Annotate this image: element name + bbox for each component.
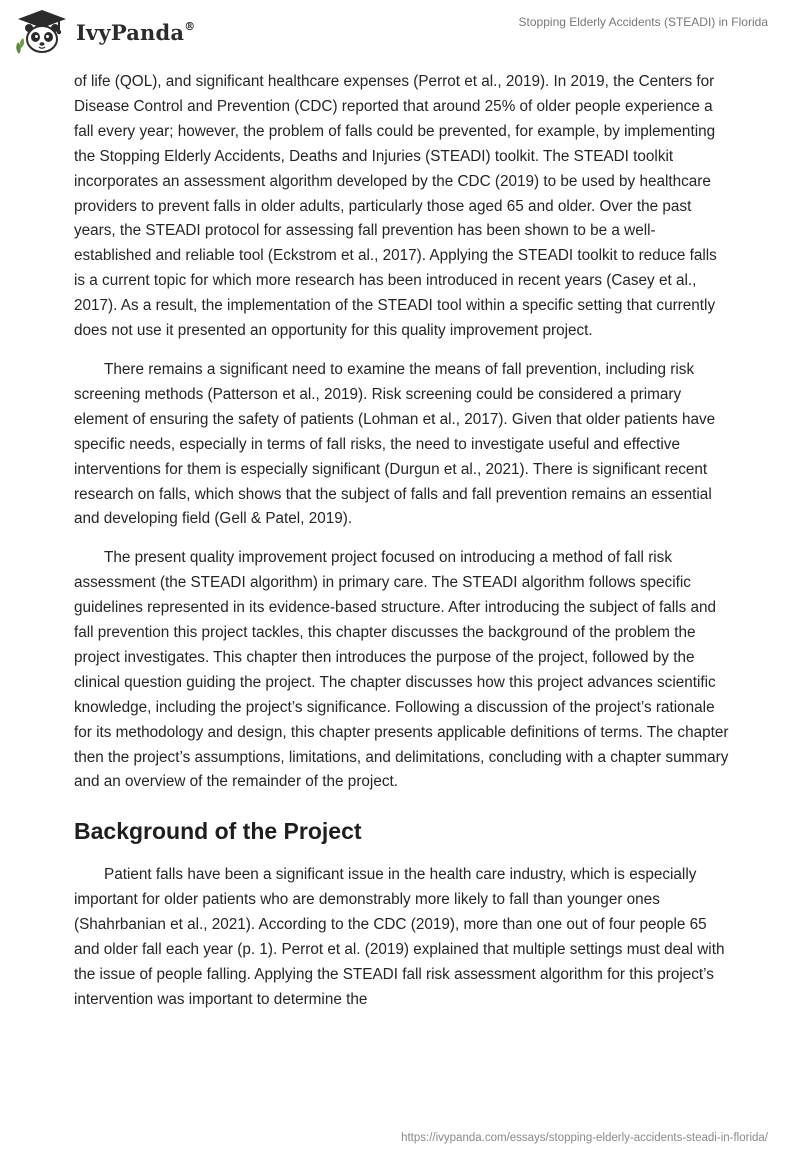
brand-name: IvyPanda® [76, 19, 196, 45]
document-title: Stopping Elderly Accidents (STEADI) in Florida [518, 15, 768, 29]
paragraph: of life (QOL), and significant healthcare expenses (Perrot et al., 2019). In 2019, the Centers for Disease Control and Prevention (CDC) reported that around 25% of older people experience a fall every year; however, the problem of falls could be prevented, for example, by implementing the Stopping Elderly Accidents, Deaths and Injuries (STEADI) toolkit. The STEADI toolkit incorporates an assessment algorithm developed by the CDC (2019) to be used by healthcare providers to prevent falls in older adults, particularly those aged 65 and older. Over the past years, the STEADI protocol for assessing fall prevention has been shown to be a well-established and reliable tool (Eckstrom et al., 2017). Applying the STEADI toolkit to reduce falls is a current topic for which more research has been introduced in recent years (Casey et al., 2017). As a result, the implementation of the STEADI tool within a specific setting that currently does not use it presented an opportunity for this quality improvement project. [74, 73, 717, 340]
document-body [74, 70, 729, 1027]
paragraph: There remains a significant need to examine the means of fall prevention, including risk screening methods (Patterson et al., 2019). Risk screening could be considered a primary element of ensuring the safety of patients (Lohman et al., 2017). Given that older patients have specific needs, especially in terms of fall risks, the need to investigate useful and effective interventions for them is especially significant (Durgun et al., 2021). There is significant recent research on falls, which shows that the subject of falls and fall prevention remains an essential and developing field (Gell & Patel, 2019). [74, 360, 716, 528]
panda-mascot-icon [14, 8, 70, 56]
page-header [0, 0, 800, 70]
section-heading: Background of the Project [74, 818, 362, 845]
brand-logo[interactable] [14, 8, 195, 56]
source-url[interactable]: https://ivypanda.com/essays/stopping-elderly-accidents-steadi-in-florida/ [401, 1132, 768, 1144]
paragraph: Patient falls have been a significant issue in the health care industry, which is especially important for older patients who are demonstrably more likely to fall than younger ones (Shahrbanian et al., 2021). According to the CDC (2019), more than one out of four people 65 and older fall each year (p. 1). Perrot et al. (2019) explained that multiple settings must deal with the issue of people falling. Applying the STEADI fall risk assessment algorithm for this project’s intervention was important to determine the [74, 866, 725, 1008]
paragraph: The present quality improvement project focused on introducing a method of fall risk assessment (the STEADI algorithm) in primary care. The STEADI algorithm follows specific guidelines represented in its evidence-based structure. After introducing the subject of falls and fall prevention this project tackles, this chapter discusses the background of the problem the project investigates. This chapter then introduces the purpose of the project, followed by the clinical question guiding the project. The chapter discusses how this project advances scientific knowledge, including the project’s significance. Following a discussion of the project’s rationale for its methodology and design, this chapter presents applicable definitions of terms. The chapter then the project’s assumptions, limitations, and delimitations, concluding with a chapter summary and an overview of the remainder of the project. [74, 549, 729, 791]
